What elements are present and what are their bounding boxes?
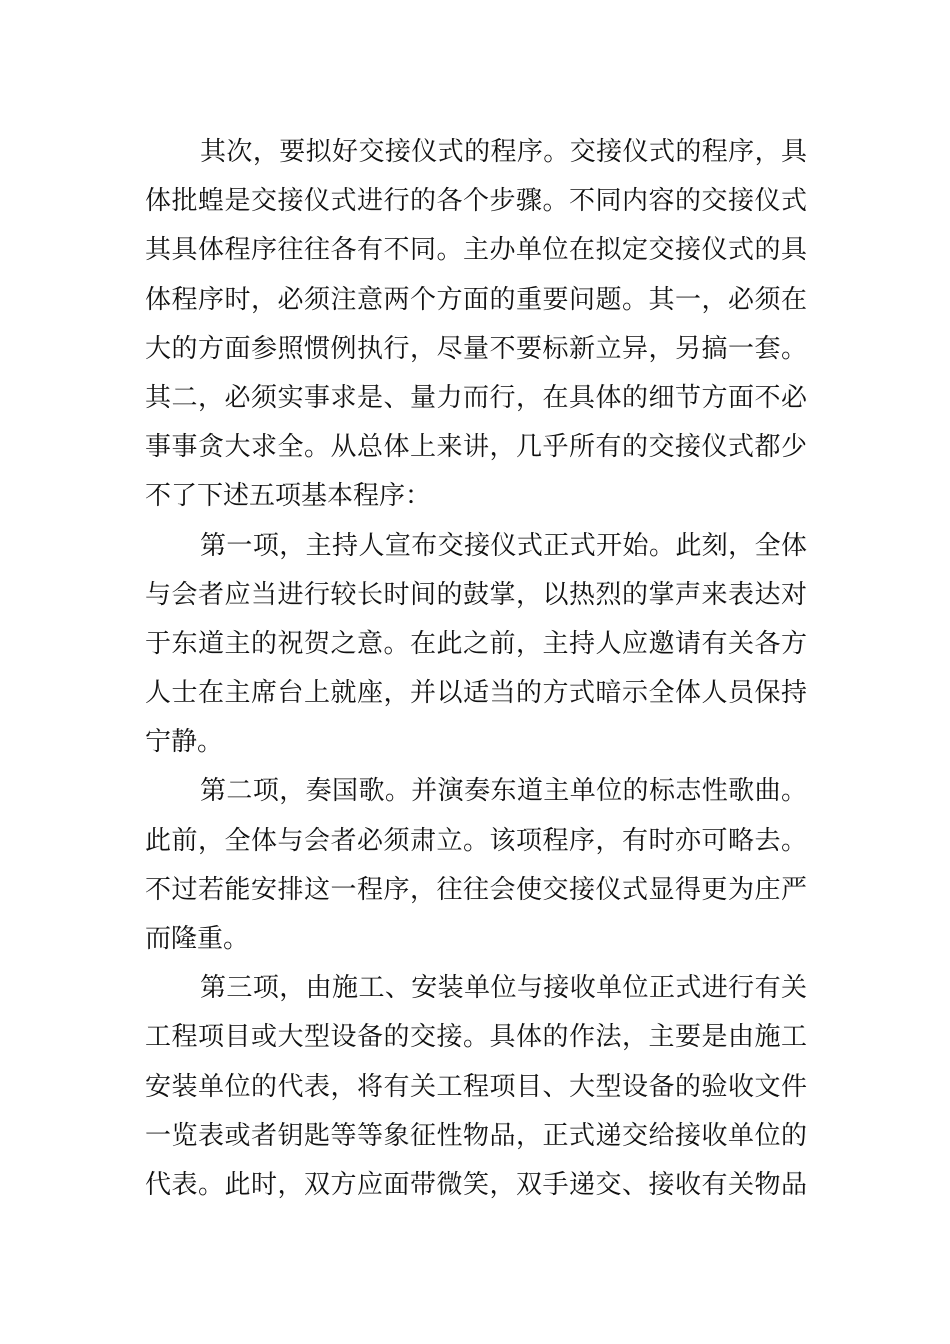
text-line: 不了下述五项基本程序： xyxy=(145,481,432,512)
text-line: 不过若能安排这一程序，往往会使交接仪式显得更为庄严 xyxy=(145,874,807,905)
text-line: 其次，要拟好交接仪式的程序。交接仪式的程序，具 xyxy=(200,137,807,167)
text-line: 代表。此时，双方应面带微笑，双手递交、接收有关物品 xyxy=(145,1169,807,1200)
text-line: 与会者应当进行较长时间的鼓掌，以热烈的掌声来表达对 xyxy=(145,579,807,610)
text-line: 而隆重。 xyxy=(145,924,250,954)
text-line: 事事贪大求全。从总体上来讲，几乎所有的交接仪式都少 xyxy=(145,432,807,463)
text-line: 人士在主席台上就座，并以适当的方式暗示全体人员保持 xyxy=(145,678,807,709)
text-line: 第一项，主持人宣布交接仪式正式开始。此刻，全体 xyxy=(200,530,807,561)
text-line: 第二项，奏国歌。并演奏东道主单位的标志性歌曲。 xyxy=(200,776,807,807)
document-body xyxy=(145,128,807,1210)
text-line: 其具体程序往往各有不同。主办单位在拟定交接仪式的具 xyxy=(145,235,807,266)
text-line: 此前，全体与会者必须肃立。该项程序，有时亦可略去。 xyxy=(145,825,807,856)
text-line: 一览表或者钥匙等等象征性物品，正式递交给接收单位的 xyxy=(145,1120,807,1151)
text-line: 于东道主的祝贺之意。在此之前，主持人应邀请有关各方 xyxy=(145,628,807,659)
text-line: 工程项目或大型设备的交接。具体的作法，主要是由施工 xyxy=(145,1022,807,1053)
text-line: 体程序时，必须注意两个方面的重要问题。其一，必须在 xyxy=(145,284,807,315)
text-line: 其二，必须实事求是、量力而行，在具体的细节方面不必 xyxy=(145,382,807,413)
text-line: 大的方面参照惯例执行，尽量不要标新立异，另搞一套。 xyxy=(145,333,807,364)
text-line: 宁静。 xyxy=(145,727,224,758)
text-line: 第三项，由施工、安装单位与接收单位正式进行有关 xyxy=(200,973,807,1004)
text-line: 体批蝗是交接仪式进行的各个步骤。不同内容的交接仪式 xyxy=(145,186,807,217)
text-line: 安装单位的代表，将有关工程项目、大型设备的验收文件 xyxy=(145,1071,807,1102)
